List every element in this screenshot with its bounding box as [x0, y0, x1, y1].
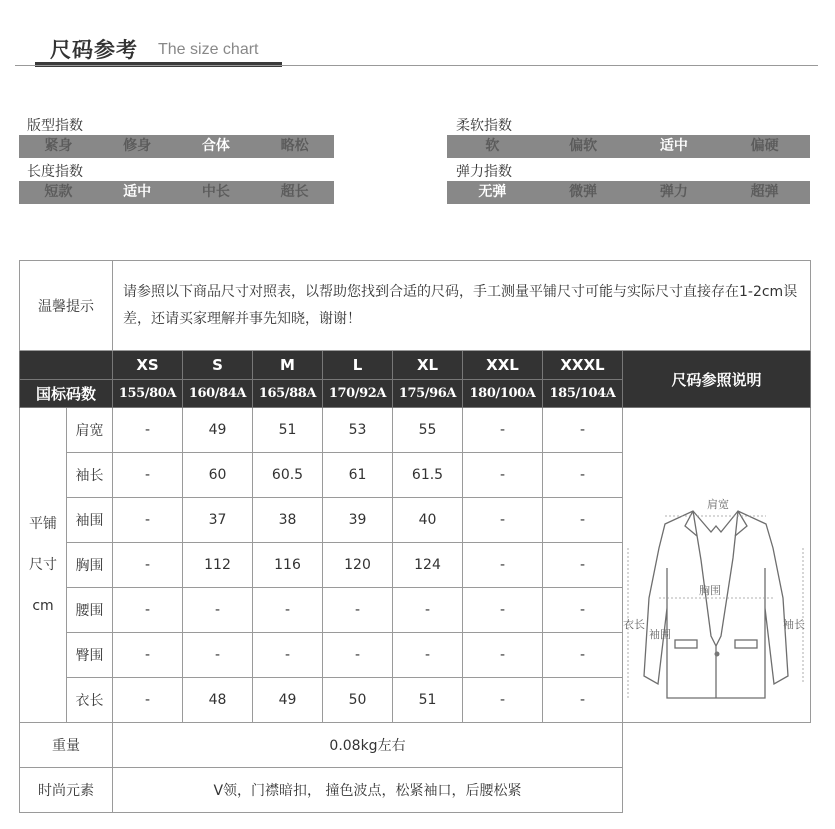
measure-value: 49: [253, 678, 323, 723]
measure-value: -: [543, 543, 623, 588]
measure-value: -: [113, 588, 183, 633]
group-label-line: 尺寸: [29, 556, 57, 573]
measure-value: -: [113, 633, 183, 678]
table-row: [20, 408, 811, 453]
measure-name: 臀围: [67, 633, 113, 678]
measure-value: -: [113, 498, 183, 543]
diagram-label-sleeve-girth: 袖围: [649, 628, 671, 641]
size-l: L: [323, 351, 393, 380]
measure-value: -: [463, 543, 543, 588]
measure-value: -: [463, 588, 543, 633]
measure-value: -: [543, 633, 623, 678]
measure-value: 53: [323, 408, 393, 453]
stretch-option: 超弹: [750, 184, 779, 200]
size-xxxl: XXXL: [543, 351, 623, 380]
measure-value: 38: [253, 498, 323, 543]
size-table: [19, 260, 811, 813]
measure-value: -: [183, 588, 253, 633]
size-xl: XL: [393, 351, 463, 380]
size-m: M: [253, 351, 323, 380]
fit-index-label: 版型指数: [27, 118, 83, 134]
measure-value: -: [543, 588, 623, 633]
blank-cell: [623, 723, 811, 813]
measure-value: -: [463, 453, 543, 498]
diagram-label-sleeve-length: 袖长: [783, 618, 805, 631]
measure-value: 61.5: [393, 453, 463, 498]
measure-value: -: [463, 408, 543, 453]
measure-value: 51: [393, 678, 463, 723]
softness-option: 偏硬: [750, 138, 779, 154]
intl-code: 155/80A: [113, 380, 183, 408]
softness-option: 软: [485, 138, 500, 154]
page-title: 尺码参考: [50, 38, 138, 62]
weight-label: 重量: [20, 723, 113, 768]
intl-code: 175/96A: [393, 380, 463, 408]
measure-value: -: [393, 633, 463, 678]
intl-code: 180/100A: [463, 380, 543, 408]
length-option: 短款: [44, 184, 73, 200]
weight-value: 0.08kg左右: [113, 723, 623, 768]
tip-label: 温馨提示: [20, 261, 113, 351]
measure-value: 48: [183, 678, 253, 723]
fit-option: 略松: [280, 138, 309, 154]
page-subtitle: The size chart: [158, 41, 259, 58]
intl-code: 160/84A: [183, 380, 253, 408]
measure-value: -: [393, 588, 463, 633]
measure-value: 112: [183, 543, 253, 588]
length-option: 超长: [280, 184, 309, 200]
size-xs: XS: [113, 351, 183, 380]
measure-value: -: [183, 633, 253, 678]
measure-value: -: [113, 453, 183, 498]
measure-value: -: [323, 588, 393, 633]
measure-name: 腰围: [67, 588, 113, 633]
size-s: S: [183, 351, 253, 380]
stretch-option: 弹力: [659, 184, 688, 200]
intl-code: 165/88A: [253, 380, 323, 408]
size-xxl: XXL: [463, 351, 543, 380]
measure-value: -: [253, 588, 323, 633]
measure-value: 50: [323, 678, 393, 723]
header-divider: [15, 65, 818, 66]
measure-value: 51: [253, 408, 323, 453]
measure-value: -: [543, 453, 623, 498]
fit-option: 合体: [201, 138, 230, 154]
measure-value: 39: [323, 498, 393, 543]
tip-text: 请参照以下商品尺寸对照表，以帮助您找到合适的尺码，手工测量平铺尺寸可能与实际尺寸直接存在1-2cm误差，还请买家理解并事先知晓，谢谢！: [113, 261, 811, 351]
measure-value: -: [463, 498, 543, 543]
jacket-diagram: [623, 408, 809, 720]
fit-option: 修身: [123, 138, 152, 154]
size-header-blank: [20, 351, 113, 380]
diagram-label-chest: 胸围: [699, 584, 721, 597]
group-label-line: cm: [32, 597, 54, 614]
button-icon: [715, 652, 720, 657]
measure-value: -: [113, 543, 183, 588]
length-option: 中长: [201, 184, 230, 200]
measure-value: -: [543, 408, 623, 453]
measure-value: 60.5: [253, 453, 323, 498]
measure-name: 袖围: [67, 498, 113, 543]
style-value: V领，门襟暗扣， 撞色波点，松紧袖口，后腰松紧: [113, 768, 623, 813]
measure-value: -: [543, 498, 623, 543]
stretch-index-label: 弹力指数: [456, 164, 512, 180]
measure-value: 60: [183, 453, 253, 498]
softness-index-label: 柔软指数: [456, 118, 512, 134]
diagram-label-shoulder: 肩宽: [707, 498, 729, 511]
measure-value: 55: [393, 408, 463, 453]
measure-value: -: [463, 678, 543, 723]
measure-value: 40: [393, 498, 463, 543]
measure-value: 49: [183, 408, 253, 453]
measure-value: -: [543, 678, 623, 723]
measure-name: 衣长: [67, 678, 113, 723]
style-label: 时尚元素: [20, 768, 113, 813]
measure-name: 肩宽: [67, 408, 113, 453]
jacket-diagram-cell: [623, 408, 811, 723]
measure-value: -: [113, 408, 183, 453]
measure-value: -: [253, 633, 323, 678]
measure-value: -: [113, 678, 183, 723]
measure-name: 袖长: [67, 453, 113, 498]
measure-name: 胸围: [67, 543, 113, 588]
measure-value: 116: [253, 543, 323, 588]
fit-option: 紧身: [44, 138, 73, 154]
measure-value: 124: [393, 543, 463, 588]
intl-code: 170/92A: [323, 380, 393, 408]
group-label-line: 平铺: [29, 515, 57, 532]
stretch-option: 微弹: [569, 184, 598, 200]
intl-code: 185/104A: [543, 380, 623, 408]
softness-index-bar: [447, 135, 810, 158]
measure-value: 120: [323, 543, 393, 588]
intl-code-label: 国标码数: [20, 380, 113, 408]
jacket-outline: [644, 511, 788, 698]
stretch-option: 无弹: [478, 184, 507, 200]
diagram-label-length: 衣长: [623, 618, 645, 631]
fit-index-bar: [19, 135, 334, 158]
measure-value: 37: [183, 498, 253, 543]
stretch-index-bar: [447, 181, 810, 204]
softness-option: 适中: [659, 138, 688, 154]
softness-option: 偏软: [569, 138, 598, 154]
measure-value: -: [323, 633, 393, 678]
length-index-bar: [19, 181, 334, 204]
length-option: 适中: [123, 184, 152, 200]
measure-group-label: [20, 408, 67, 723]
size-reference-label: 尺码参照说明: [623, 351, 811, 408]
measure-value: -: [463, 633, 543, 678]
measure-value: 61: [323, 453, 393, 498]
length-index-label: 长度指数: [27, 164, 83, 180]
